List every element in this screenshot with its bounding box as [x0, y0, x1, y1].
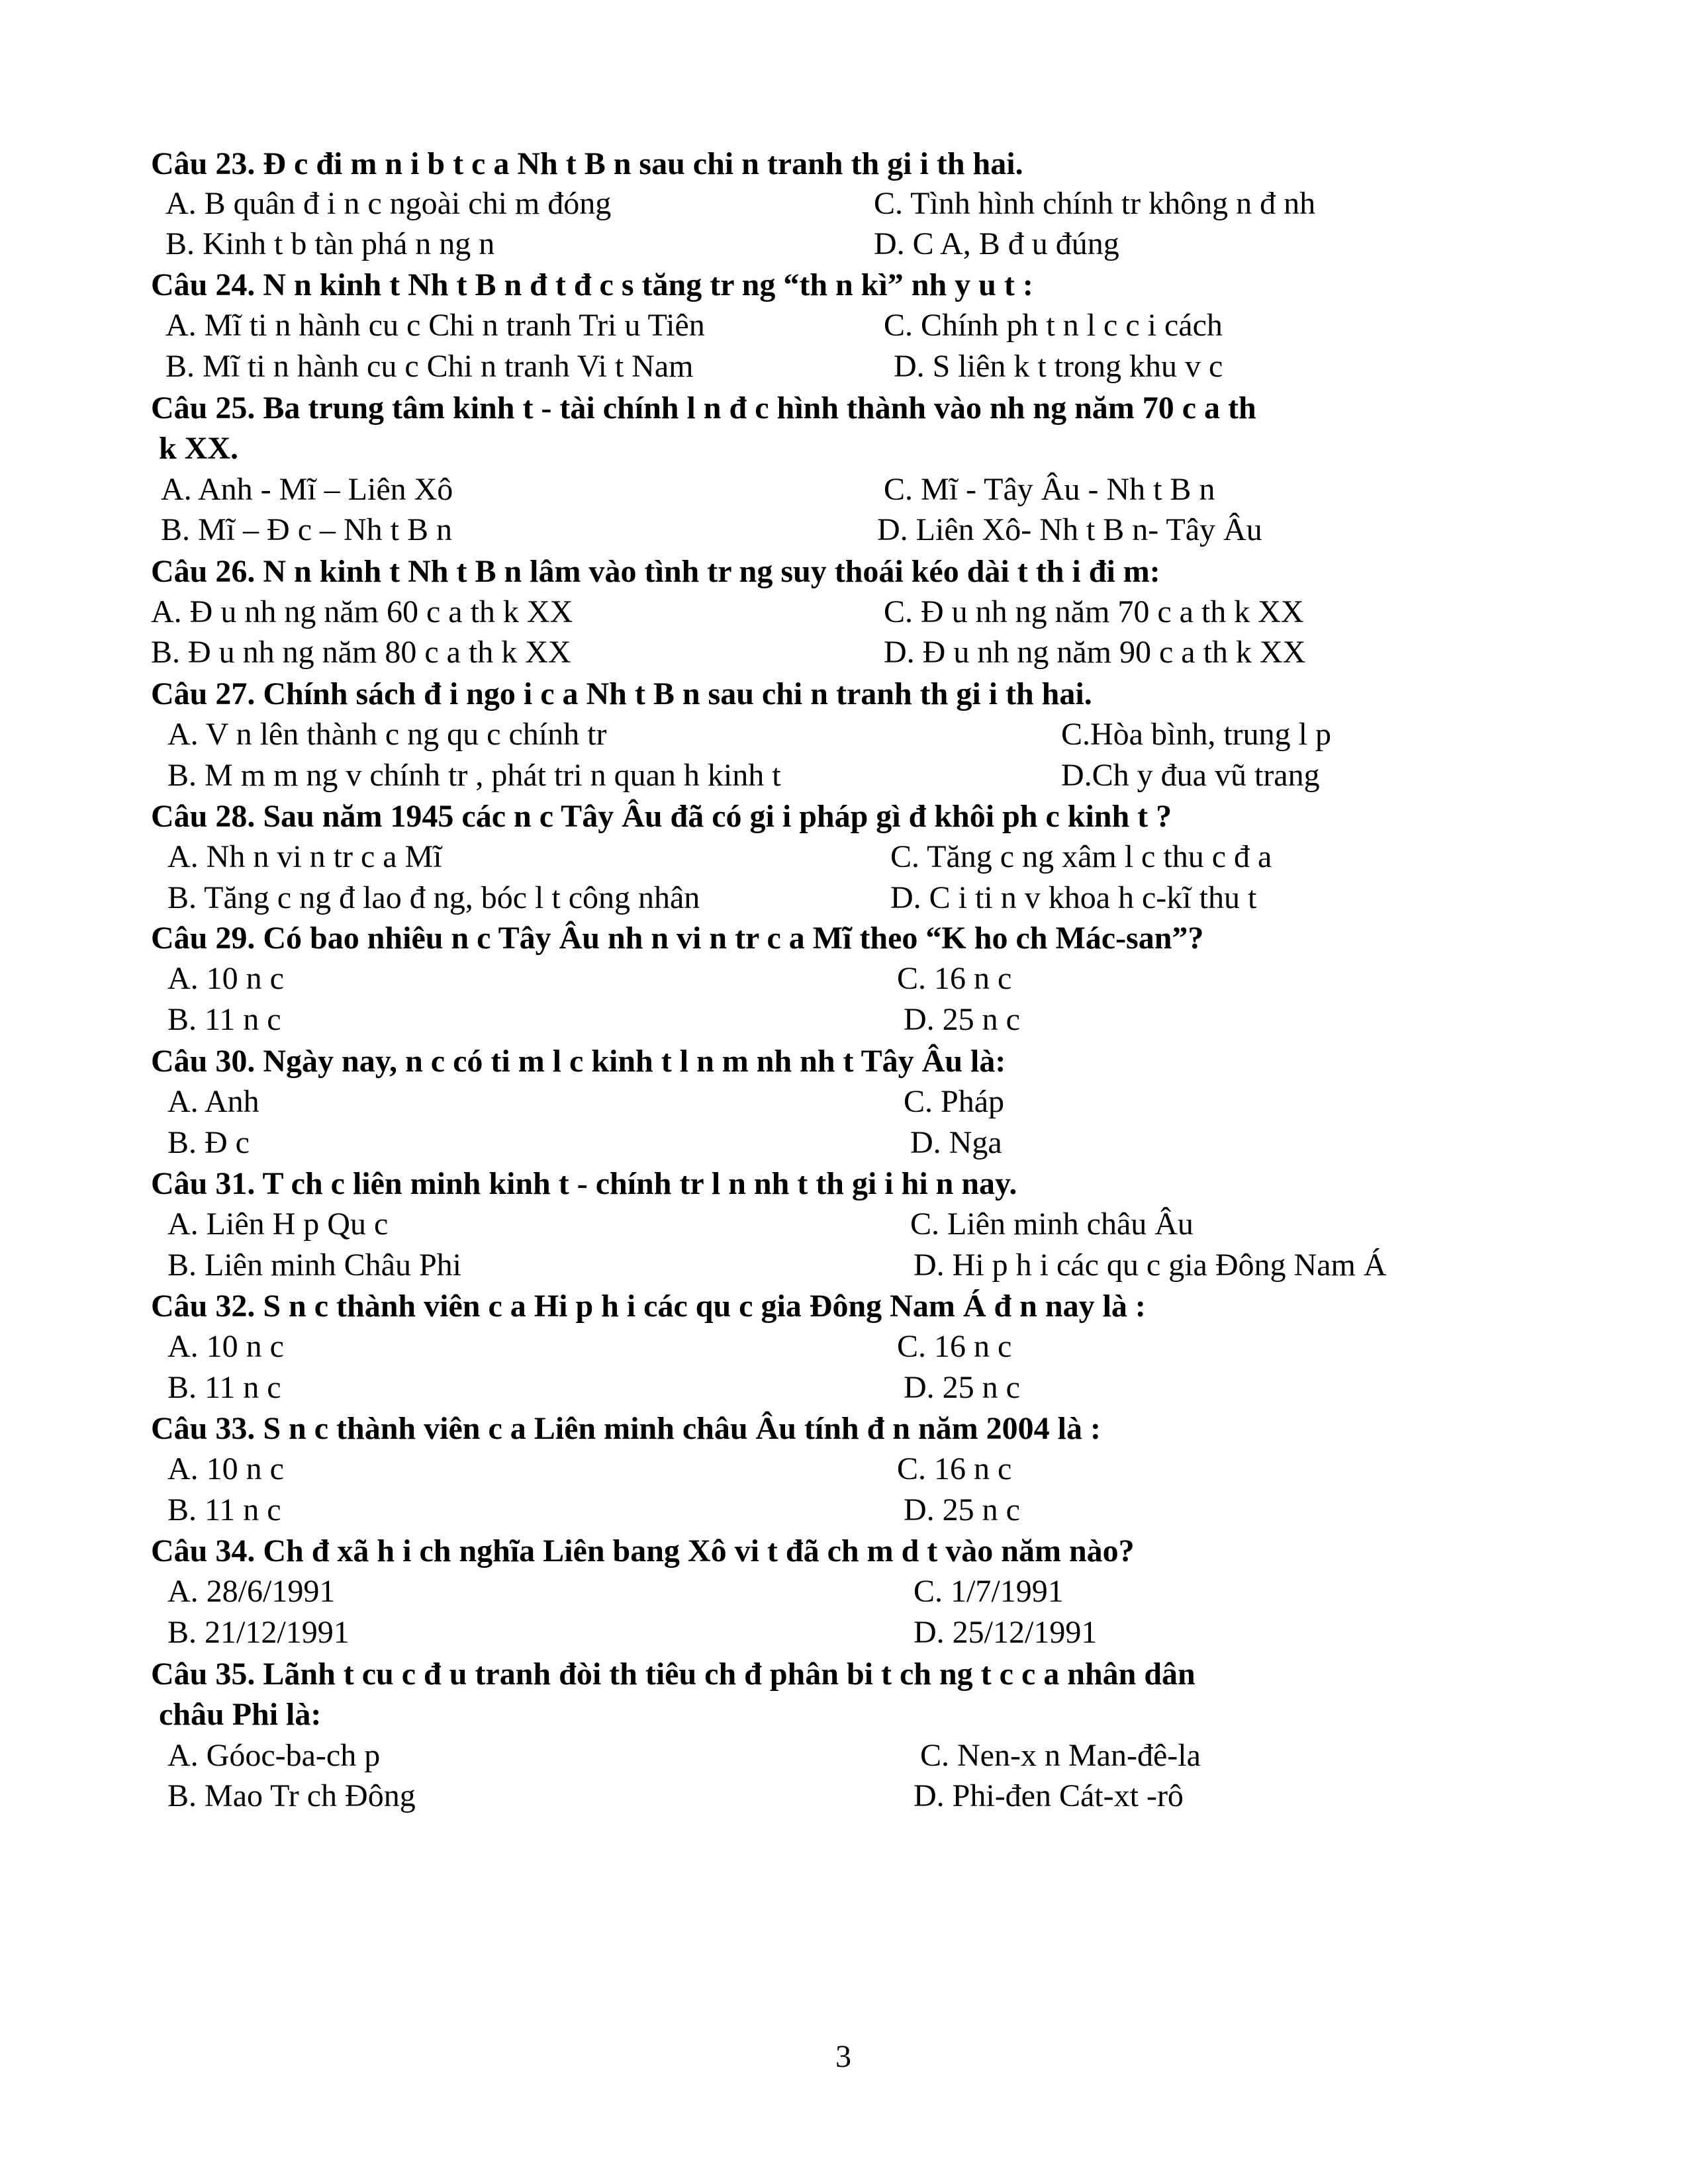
q26-option-c: C. Đ u nh ng năm 70 c a th k XX — [884, 594, 1304, 629]
q26-option-d: D. Đ u nh ng năm 90 c a th k XX — [884, 635, 1306, 670]
q35-option-a: A. Góoc-ba-ch p — [167, 1738, 381, 1773]
q35-option-d: D. Phi-đen Cát-xt -rô — [914, 1778, 1184, 1813]
question-29-title: Câu 29. Có bao nhiêu n c Tây Âu nh n vi n tr c a Mĩ theo “K ho ch Mác-san”? — [151, 921, 1204, 956]
q27-option-c: C.Hòa bình, trung l p — [1061, 717, 1331, 752]
q28-option-c: C. Tăng c ng xâm l c thu c đ a — [890, 839, 1272, 874]
question-35-title-line-2: châu Phi là: — [159, 1697, 322, 1732]
q35-option-c: C. Nen-x n Man-đê-la — [920, 1738, 1201, 1773]
q31-option-c: C. Liên minh châu Âu — [910, 1206, 1194, 1242]
q33-option-d: D. 25 n c — [904, 1492, 1020, 1527]
q33-option-c: C. 16 n c — [897, 1451, 1012, 1486]
q27-option-d: D.Ch y đua vũ trang — [1061, 758, 1320, 793]
question-24-title: Câu 24. N n kinh t Nh t B n đ t đ c s tăng tr ng “th n kì” nh y u t : — [151, 267, 1033, 302]
question-31-title: Câu 31. T ch c liên minh kinh t - chính tr l n nh t th gi i hi n nay. — [151, 1166, 1017, 1201]
q25-option-b: B. Mĩ – Đ c – Nh t B n — [161, 512, 453, 547]
q24-option-d: D. S liên k t trong khu v c — [894, 349, 1223, 384]
q34-option-c: C. 1/7/1991 — [914, 1574, 1064, 1609]
q34-option-b: B. 21/12/1991 — [167, 1615, 350, 1650]
q25-option-a: A. Anh - Mĩ – Liên Xô — [161, 472, 453, 507]
q27-option-a: A. V n lên thành c ng qu c chính tr — [167, 717, 607, 752]
q26-option-a: A. Đ u nh ng năm 60 c a th k XX — [151, 594, 573, 629]
q25-option-c: C. Mĩ - Tây Âu - Nh t B n — [884, 472, 1215, 507]
q32-option-a: A. 10 n c — [167, 1329, 284, 1364]
q30-option-b: B. Đ c — [167, 1125, 250, 1160]
q28-option-a: A. Nh n vi n tr c a Mĩ — [167, 839, 442, 874]
question-32-title: Câu 32. S n c thành viên c a Hi p h i các qu c gia Đông Nam Á đ n nay là : — [151, 1289, 1146, 1324]
q23-option-d: D. C A, B đ u đúng — [874, 226, 1119, 261]
q27-option-b: B. M m m ng v chính tr , phát tri n quan h kinh t — [167, 758, 781, 793]
q32-option-b: B. 11 n c — [167, 1370, 281, 1405]
question-23-title: Câu 23. Đ c đi m n i b t c a Nh t B n sau chi n tranh th gi i th hai. — [151, 146, 1023, 181]
question-28-title: Câu 28. Sau năm 1945 các n c Tây Âu đã có gi i pháp gì đ khôi ph c kinh t ? — [151, 799, 1172, 834]
q25-option-d: D. Liên Xô- Nh t B n- Tây Âu — [877, 512, 1262, 547]
q23-option-c: C. Tình hình chính tr không n đ nh — [874, 186, 1316, 221]
q31-option-a: A. Liên H p Qu c — [167, 1206, 389, 1242]
q31-option-b: B. Liên minh Châu Phi — [167, 1248, 461, 1283]
question-30-title: Câu 30. Ngày nay, n c có ti m l c kinh t l n m nh nh t Tây Âu là: — [151, 1044, 1006, 1079]
q34-option-d: D. 25/12/1991 — [914, 1615, 1098, 1650]
q30-option-d: D. Nga — [910, 1125, 1002, 1160]
q34-option-a: A. 28/6/1991 — [167, 1574, 336, 1609]
q24-option-c: C. Chính ph t n l c c i cách — [884, 308, 1223, 343]
q23-option-a: A. B quân đ i n c ngoài chi m đóng — [165, 186, 612, 221]
question-35-title-line-1: Câu 35. Lãnh t cu c đ u tranh đòi th tiêu ch đ phân bi t ch ng t c c a nhân dân — [151, 1657, 1196, 1692]
q31-option-d: D. Hi p h i các qu c gia Đông Nam Á — [914, 1248, 1387, 1283]
question-25-title-line-2: k XX. — [159, 431, 239, 466]
q32-option-c: C. 16 n c — [897, 1329, 1012, 1364]
page-number: 3 — [835, 2039, 851, 2074]
q24-option-b: B. Mĩ ti n hành cu c Chi n tranh Vi t Nam — [165, 349, 694, 384]
q29-option-a: A. 10 n c — [167, 961, 284, 996]
q33-option-a: A. 10 n c — [167, 1451, 284, 1486]
q28-option-b: B. Tăng c ng đ lao đ ng, bóc l t công nhân — [167, 880, 700, 915]
q30-option-c: C. Pháp — [904, 1084, 1005, 1119]
question-34-title: Câu 34. Ch đ xã h i ch nghĩa Liên bang Xô vi t đã ch m d t vào năm nào? — [151, 1533, 1135, 1569]
q28-option-d: D. C i ti n v khoa h c-kĩ thu t — [890, 880, 1257, 915]
question-27-title: Câu 27. Chính sách đ i ngo i c a Nh t B n sau chi n tranh th gi i th hai. — [151, 676, 1092, 711]
q26-option-b: B. Đ u nh ng năm 80 c a th k XX — [151, 635, 571, 670]
q29-option-d: D. 25 n c — [904, 1002, 1020, 1037]
q29-option-b: B. 11 n c — [167, 1002, 281, 1037]
q29-option-c: C. 16 n c — [897, 961, 1012, 996]
question-33-title: Câu 33. S n c thành viên c a Liên minh châu Âu tính đ n năm 2004 là : — [151, 1411, 1101, 1446]
q33-option-b: B. 11 n c — [167, 1492, 281, 1527]
question-25-title-line-1: Câu 25. Ba trung tâm kinh t - tài chính l n đ c hình thành vào nh ng năm 70 c a th — [151, 390, 1256, 426]
q35-option-b: B. Mao Tr ch Đông — [167, 1778, 416, 1813]
q23-option-b: B. Kinh t b tàn phá n ng n — [165, 226, 495, 261]
q30-option-a: A. Anh — [167, 1084, 259, 1119]
question-26-title: Câu 26. N n kinh t Nh t B n lâm vào tình tr ng suy thoái kéo dài t th i đi m: — [151, 554, 1160, 589]
q24-option-a: A. Mĩ ti n hành cu c Chi n tranh Tri u Tiên — [165, 308, 705, 343]
q32-option-d: D. 25 n c — [904, 1370, 1020, 1405]
